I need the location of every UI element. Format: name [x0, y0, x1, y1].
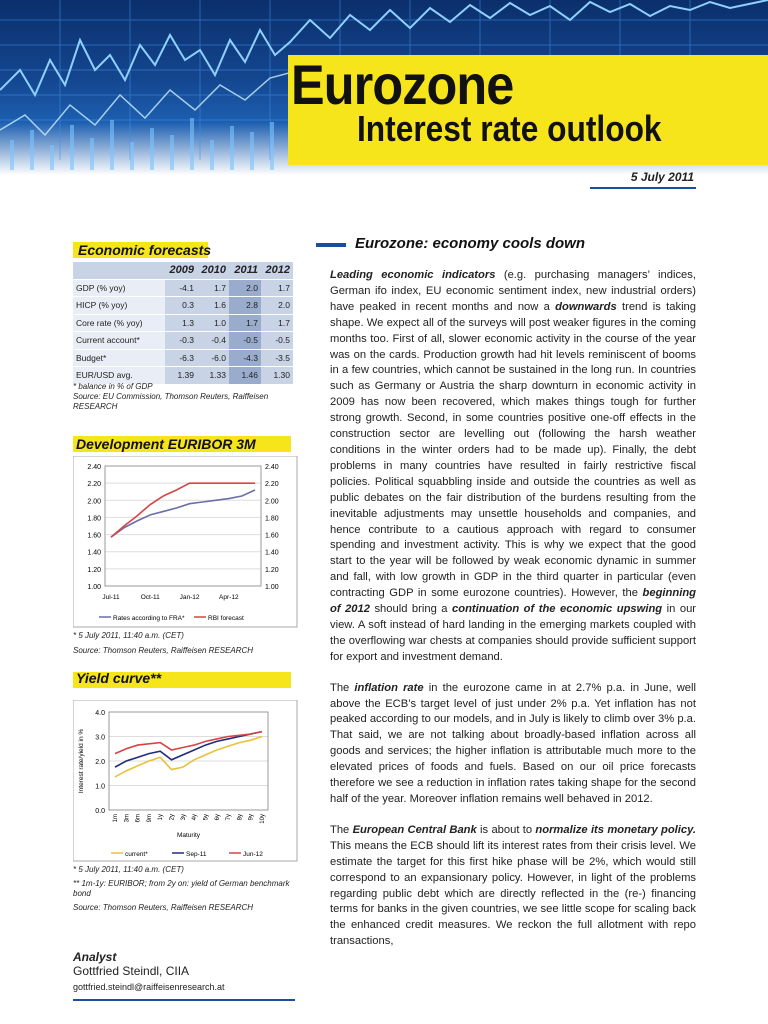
legend-label: Sep-11 [186, 851, 207, 858]
table-cell: 1.7 [197, 279, 229, 297]
x-tick-label: 3m [124, 814, 131, 823]
year-header: 2010 [197, 262, 229, 279]
y-tick-label: 2.00 [87, 498, 101, 506]
table-header-row [73, 262, 293, 279]
x-tick-label: Jul-11 [102, 594, 120, 601]
table-cell: 1.39 [165, 367, 197, 385]
date-rule [590, 187, 696, 189]
heading-marker [316, 243, 346, 247]
body-text: trend is taking shape. We expect all of the surveys will post weaker figures in the coming months too. First of all, slower economic activity in the course of the year was on the cards. Production growth had hit levels reminiscent of booms in a few countries, which cannot be sustained in the long run. In countries such as Germany or Austria the sharp downturn in economic activity in 2009 has now been recovered, which makes things tough for further strong growth. Second, in some countries positive one-off effects in the construction sector are levelling out (following the harsh weather conditions in the winter orders had to be made up). Finally, the debt problems in many countries have resulted in fairly restrictive fiscal policies. Political squabbling inside and outside the countries as well as public debates on the fair distribution of the burdens resulting from the inevitable adjustments may unsettle households and companies, and hence contribute to a cautious approach with regard to consumer spending and investment activity. This is why we expect that the good start to the year will be followed by weak economic dynamic in summer and fall, with low growth in GDP in the third quarter in particular (even contracting GDP in some eurozone countries). However, the [330, 300, 696, 600]
y-tick-label-right: 2.40 [265, 464, 279, 471]
legend-label: Jun-12 [243, 851, 263, 858]
yield-chart [73, 700, 298, 862]
analyst-rule [73, 999, 295, 1001]
y-tick-label: 3.0 [95, 734, 105, 742]
y-tick-label-right: 2.20 [265, 481, 279, 489]
emphasis-text: downwards [555, 300, 617, 313]
table-cell: 1.0 [197, 314, 229, 332]
paragraph-ecb [330, 823, 696, 950]
y-tick-label-right: 1.80 [265, 515, 279, 523]
analyst-heading: Analyst [73, 950, 117, 964]
row-label: Current account* [73, 332, 165, 350]
table-cell: -0.4 [197, 332, 229, 350]
x-tick-label: 2y [169, 814, 176, 821]
yield-source: Source: Thomson Reuters, Raiffeisen RESEARCH [73, 903, 254, 912]
forecasts-source: Source: EU Commission, Thomson Reuters, Raiffeisen RESEARCH [73, 392, 269, 411]
x-tick-label: 9y [248, 814, 255, 821]
y-tick-label-right: 1.00 [265, 584, 279, 591]
body-text: should bring a [369, 603, 453, 616]
x-tick-label: 6y [214, 814, 221, 821]
table-cell: -0.5 [261, 332, 293, 350]
table-cell: 2.0 [229, 279, 261, 297]
year-header: 2009 [165, 262, 197, 279]
article-heading: Eurozone: economy cools down [355, 235, 586, 252]
year-header: 2011 [229, 262, 261, 279]
y-tick-label-right: 1.60 [265, 532, 279, 540]
row-label: Core rate (% yoy) [73, 314, 165, 332]
body-text: (e.g. purchasing managers’ indices, German ifo index, EU economic sentiment index, new industrial orders) have peaked in recent months and now a [330, 269, 696, 313]
emphasis-text: Leading economic indicators [330, 269, 496, 281]
x-axis-label: Maturity [176, 832, 201, 839]
x-tick-label: 3y [180, 814, 187, 821]
yield-title: Yield curve** [76, 670, 162, 686]
body-text: is about to [476, 823, 536, 836]
emphasis-text: inflation rate [354, 681, 424, 694]
legend-label: current* [125, 851, 148, 858]
analyst-name: Gottfried Steindl, CIIA [73, 964, 190, 978]
table-cell: 0.3 [165, 297, 197, 315]
legend-label: Rates according to FRA* [113, 615, 185, 622]
y-tick-label: 1.20 [87, 566, 101, 574]
row-label: EUR/USD avg. [73, 367, 165, 385]
article-body [330, 268, 696, 965]
table-cell: 1.30 [261, 367, 293, 385]
y-tick-label: 2.40 [87, 464, 101, 471]
x-tick-label: 1m [113, 814, 119, 823]
forecasts-note: * balance in % of GDP [73, 382, 153, 391]
x-tick-label: Oct-11 [140, 594, 160, 601]
table-header-blank [73, 262, 165, 279]
emphasis-text: normalize its monetary policy. [535, 823, 697, 836]
table-cell: 1.7 [229, 314, 261, 332]
table-row [73, 349, 293, 367]
euribor-title: Development EURIBOR 3M [76, 436, 256, 452]
x-tick-label: Jan-12 [179, 594, 200, 601]
table-cell: -0.5 [229, 332, 261, 350]
table-row [73, 332, 293, 350]
body-text: The [330, 823, 353, 836]
x-tick-label: 4y [192, 814, 199, 821]
page-title: Eurozone [291, 53, 514, 116]
table-cell: -6.3 [165, 349, 197, 367]
table-cell: 1.33 [197, 367, 229, 385]
table-cell: -3.5 [261, 349, 293, 367]
emphasis-text: continuation of the economic upswing [452, 603, 663, 616]
page-subtitle: Interest rate outlook [357, 108, 662, 149]
x-tick-label: 9m [146, 814, 153, 823]
y-tick-label: 1.40 [87, 549, 101, 557]
body-text: The [330, 681, 355, 694]
euribor-source: Source: Thomson Reuters, Raiffeisen RESEARCH [73, 646, 254, 655]
table-row [73, 297, 293, 315]
x-tick-label: 8y [237, 814, 244, 821]
table-cell: -6.0 [197, 349, 229, 367]
table-row [73, 314, 293, 332]
y-tick-label: 0.0 [95, 808, 105, 815]
x-tick-label: 1y [158, 814, 165, 821]
paragraph-inflation [330, 681, 696, 808]
y-tick-label: 1.0 [95, 783, 105, 791]
table-row [73, 279, 293, 297]
chart-frame [73, 456, 297, 627]
report-date: 5 July 2011 [630, 170, 694, 184]
y-tick-label: 4.0 [95, 710, 105, 717]
y-tick-label: 1.00 [87, 584, 101, 591]
row-label: HICP (% yoy) [73, 297, 165, 315]
table-cell: 2.8 [229, 297, 261, 315]
emphasis-text: beginning of 2012 [330, 587, 696, 616]
analyst-email[interactable]: gottfried.steindl@raiffeisenresearch.at [73, 982, 225, 992]
x-tick-label: Apr-12 [219, 594, 239, 601]
year-header: 2012 [261, 262, 293, 279]
y-tick-label-right: 2.00 [265, 498, 279, 506]
table-cell: -4.1 [165, 279, 197, 297]
forecasts-title: Economic forecasts [78, 242, 212, 258]
legend-label: RBI forecast [208, 615, 244, 622]
emphasis-text: European Central Bank [352, 823, 477, 836]
y-tick-label: 2.0 [95, 759, 105, 766]
table-cell: 1.6 [197, 297, 229, 315]
row-label: GDP (% yoy) [73, 279, 165, 297]
y-axis-label: Interest rate/yield in % [78, 728, 85, 794]
y-tick-label-right: 1.20 [265, 566, 279, 574]
y-tick-label: 1.80 [87, 515, 101, 523]
table-cell: -4.3 [229, 349, 261, 367]
x-tick-label: 6m [135, 814, 142, 823]
row-label: Budget* [73, 349, 165, 367]
y-tick-label: 2.20 [87, 481, 101, 489]
body-text: in the eurozone came in at 2.7% p.a. in June, well above the ECB’s target level of just under 2% p.a. Yet inflation has not peaked according to our models, and in July is likely to climb over 3% p.a. That said, we are not talking about broadly-based inflation across all goods and services; the higher inflation is attributable much more to the elevated prices of foods and fuels. Based on our oil price forecasts therefore we see a reduction in inflation rates taking shape for the second half of the year. Moreover inflation remains well behaved in 2012. [330, 681, 696, 805]
table-cell: 2.0 [261, 297, 293, 315]
yield-note-2: ** 1m-1y: EURIBOR; from 2y on: yield of German benchmark bond [73, 879, 290, 898]
euribor-chart [73, 456, 298, 628]
x-tick-label: 7y [226, 814, 233, 821]
y-tick-label: 1.60 [87, 532, 101, 540]
x-tick-label: 5y [203, 814, 210, 821]
yield-note: * 5 July 2011, 11:40 a.m. (CET) [73, 865, 184, 874]
table-cell: 1.46 [229, 367, 261, 385]
table-cell: -0.3 [165, 332, 197, 350]
x-tick-label: 10y [260, 814, 266, 824]
body-text: in our view. A soft instead of hard landing in the emerging markets coupled with the overflowing war chests at companies should provide sufficient support for export and investment demand. [330, 603, 697, 663]
table-cell: 1.3 [165, 314, 197, 332]
table-cell: 1.7 [261, 314, 293, 332]
paragraph-economy [330, 268, 696, 666]
euribor-note: * 5 July 2011, 11:40 a.m. (CET) [73, 631, 184, 640]
y-tick-label-right: 1.40 [265, 549, 279, 557]
body-text: This means the ECB should lift its interest rates from their crisis level. We estimate the target for this first hike phase will be 2%, which would still correspond to an expansionary policy. However, in light of the problems regarding public debt which are directly reflected in the (re-) financing terms for banks in the given countries, we see little scope for scaling back the enhanced credit measures. We reckon the full allotment with repo transactions, [330, 839, 696, 948]
forecasts-table [73, 262, 293, 385]
table-cell: 1.7 [261, 279, 293, 297]
